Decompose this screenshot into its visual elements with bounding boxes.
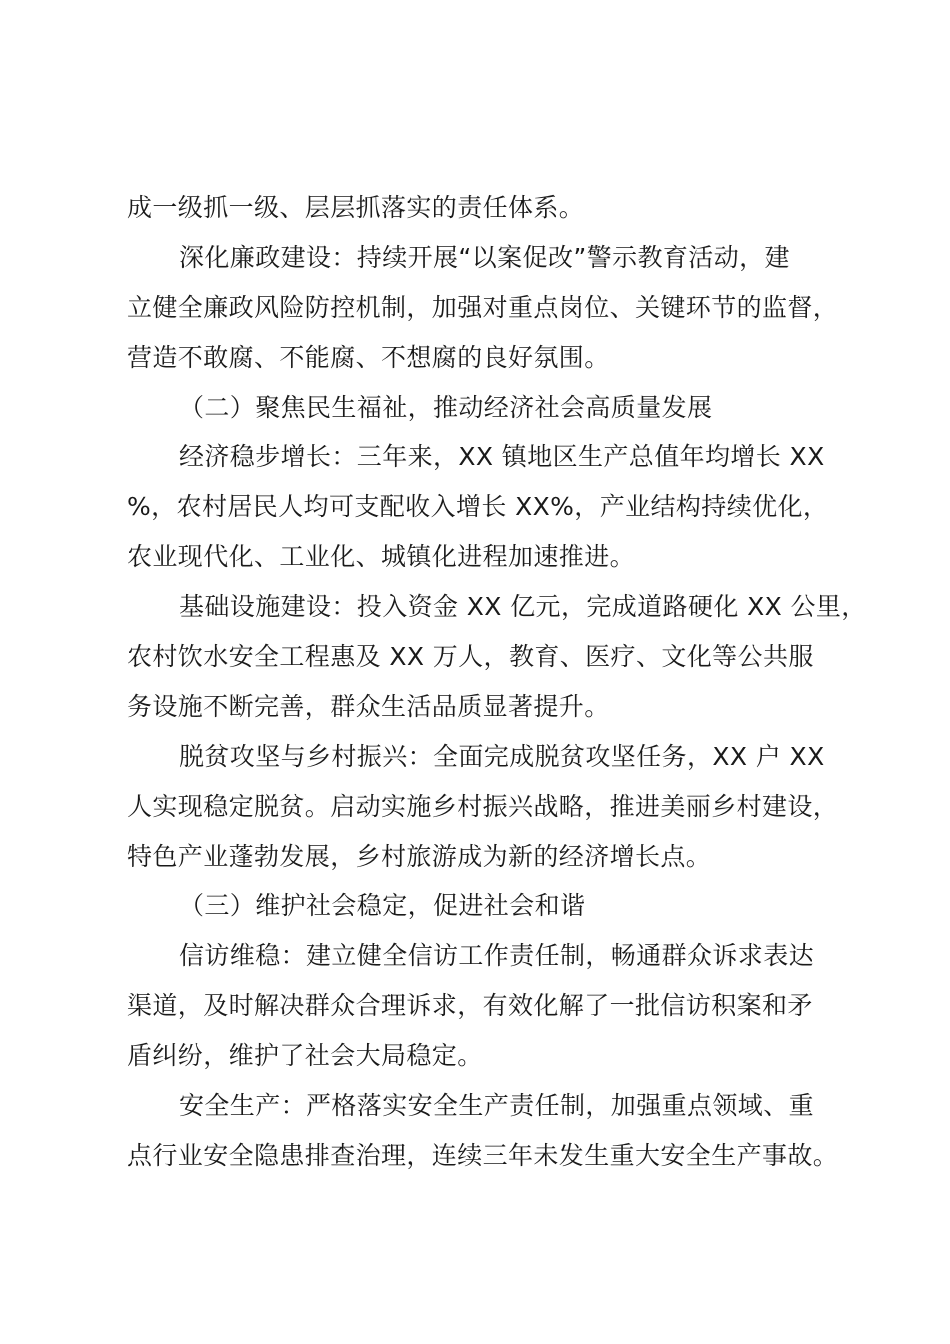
section-heading: （二）聚焦民生福祉，推动经济社会高质量发展 (179, 392, 713, 422)
text-line: 立健全廉政风险防控机制，加强对重点岗位、关键环节的监督， (127, 292, 839, 322)
text-line: 营造不敢腐、不能腐、不想腐的良好氛围。 (127, 342, 610, 372)
text-line: 盾纠纷，维护了社会大局稳定。 (127, 1041, 483, 1071)
paragraph-first-line: 基础设施建设：投入资金 XX 亿元，完成道路硬化 XX 公里， (179, 592, 867, 622)
paragraph-first-line: 经济稳步增长：三年来，XX 镇地区生产总值年均增长 XX (179, 442, 825, 472)
paragraph-first-line: 信访维稳：建立健全信访工作责任制，畅通群众诉求表达 (179, 941, 815, 971)
text-line: 特色产业蓬勃发展，乡村旅游成为新的经济增长点。 (127, 841, 712, 871)
text-line: 人实现稳定脱贫。启动实施乡村振兴战略，推进美丽乡村建设， (127, 791, 839, 821)
section-heading: （三）维护社会稳定，促进社会和谐 (179, 891, 586, 921)
document-body (127, 183, 867, 1181)
text-line: 渠道，及时解决群众合理诉求，有效化解了一批信访积案和矛 (127, 991, 813, 1021)
text-line: 农村饮水安全工程惠及 XX 万人，教育、医疗、文化等公共服 (127, 642, 814, 672)
text-line: 点行业安全隐患排查治理，连续三年未发生重大安全生产事故。 (127, 1140, 839, 1170)
paragraph-first-line: 脱贫攻坚与乡村振兴：全面完成脱贫攻坚任务，XX 户 XX (179, 741, 825, 771)
text-line: 成一级抓一级、层层抓落实的责任体系。 (127, 193, 585, 222)
text-line: 务设施不断完善，群众生活品质显著提升。 (127, 691, 610, 721)
paragraph-first-line: 安全生产：严格落实安全生产责任制，加强重点领域、重 (179, 1091, 815, 1121)
paragraph-first-line: 深化廉政建设：持续开展“以案促改”警示教育活动，建 (179, 242, 790, 272)
text-line: 农业现代化、工业化、城镇化进程加速推进。 (127, 542, 636, 572)
text-line: %，农村居民人均可支配收入增长 XX%，产业结构持续优化， (127, 492, 829, 522)
